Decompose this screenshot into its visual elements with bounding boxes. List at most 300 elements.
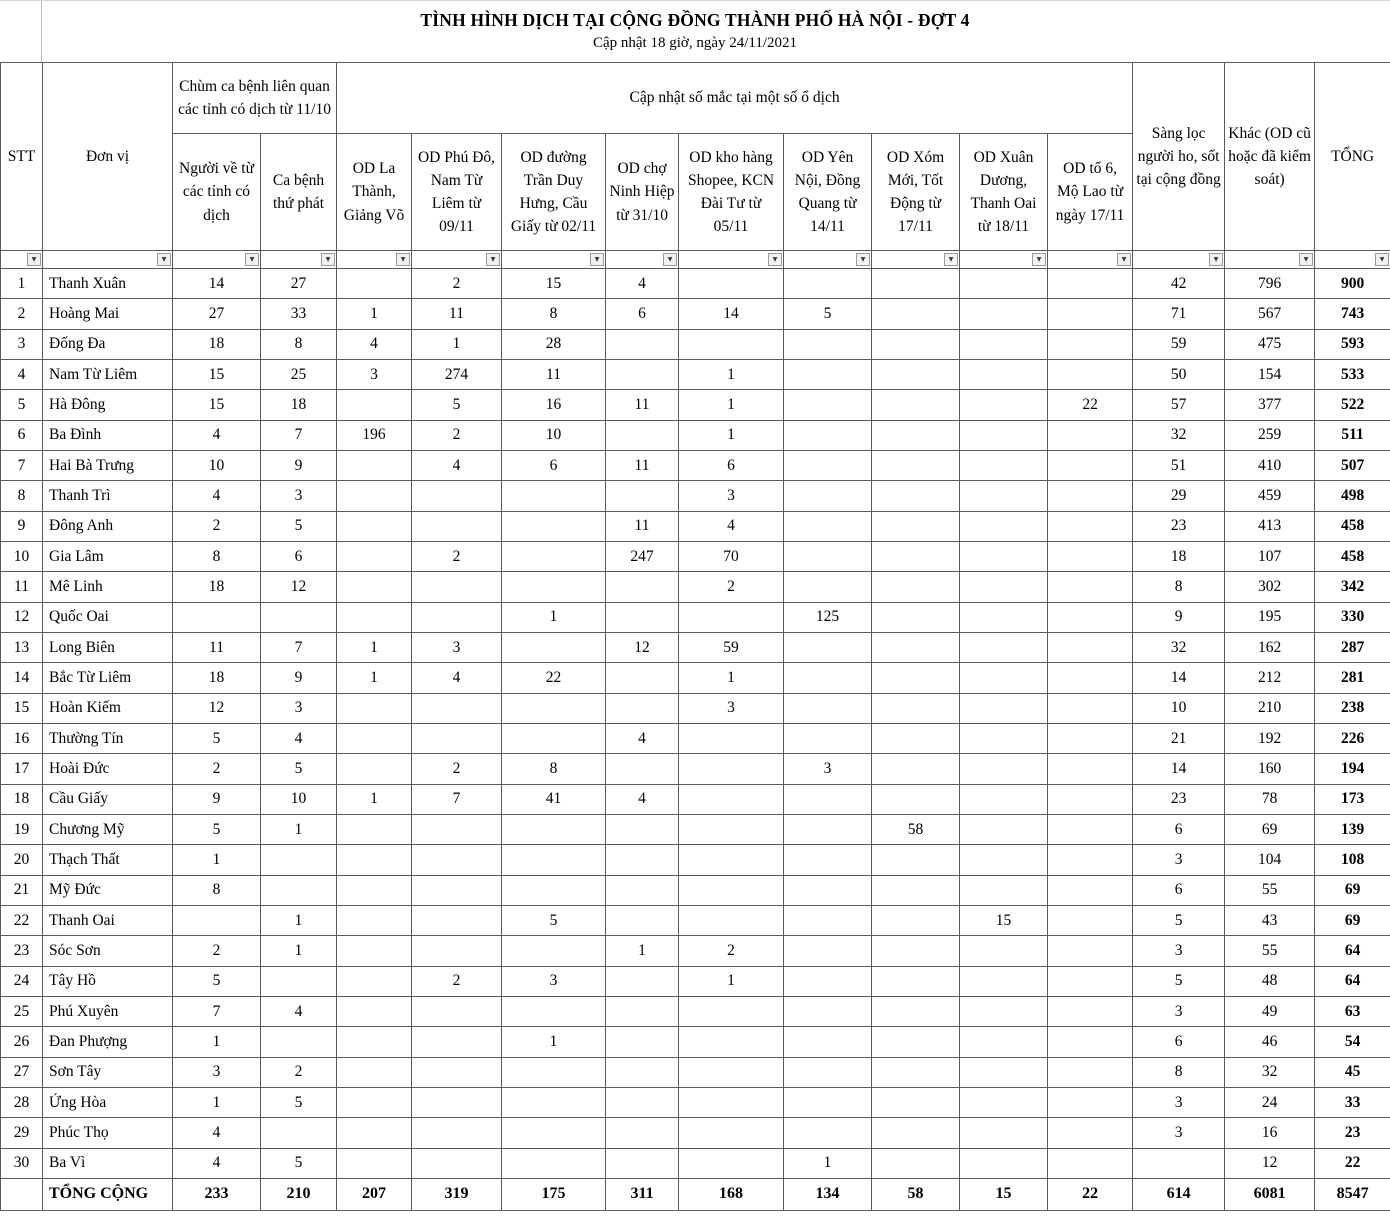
cell-od-phu-do[interactable]: 2 bbox=[412, 269, 502, 299]
cell-od-xuan-duong[interactable] bbox=[960, 1148, 1048, 1178]
cell-od-xuan-duong[interactable] bbox=[960, 481, 1048, 511]
cell-nguoi-ve[interactable]: 5 bbox=[173, 723, 261, 753]
cell-nguoi-ve[interactable]: 11 bbox=[173, 632, 261, 662]
cell-od-phu-do[interactable]: 7 bbox=[412, 784, 502, 814]
cell-stt[interactable]: 20 bbox=[1, 845, 43, 875]
cell-stt[interactable]: 23 bbox=[1, 936, 43, 966]
cell-district-name[interactable]: Ba Vì bbox=[43, 1148, 173, 1178]
cell-od-tran-duy-hung[interactable]: 1 bbox=[502, 1027, 606, 1057]
cell-od-tran-duy-hung[interactable] bbox=[502, 875, 606, 905]
cell-od-cho-ninh-hiep[interactable] bbox=[606, 1118, 679, 1148]
cell-district-name[interactable]: Phúc Thọ bbox=[43, 1118, 173, 1148]
cell-tong[interactable]: 458 bbox=[1315, 541, 1390, 571]
cell-od-cho-ninh-hiep[interactable] bbox=[606, 875, 679, 905]
cell-od-kho-hang-shopee[interactable]: 2 bbox=[679, 936, 784, 966]
cell-od-xuan-duong[interactable] bbox=[960, 420, 1048, 450]
cell-od-cho-ninh-hiep[interactable]: 11 bbox=[606, 450, 679, 480]
cell-od-to-6-mo-lao[interactable] bbox=[1048, 511, 1133, 541]
cell-sang-loc[interactable]: 42 bbox=[1133, 269, 1225, 299]
cell-od-xuan-duong[interactable] bbox=[960, 632, 1048, 662]
total-cell-od-kho-hang-shopee[interactable]: 168 bbox=[679, 1178, 784, 1210]
cell-od-xuan-duong[interactable] bbox=[960, 1057, 1048, 1087]
cell-district-name[interactable]: Thanh Xuân bbox=[43, 269, 173, 299]
cell-sang-loc[interactable]: 3 bbox=[1133, 845, 1225, 875]
cell-od-cho-ninh-hiep[interactable] bbox=[606, 693, 679, 723]
cell-sang-loc[interactable]: 3 bbox=[1133, 1087, 1225, 1117]
cell-od-xuan-duong[interactable] bbox=[960, 450, 1048, 480]
cell-od-la-thanh[interactable] bbox=[337, 723, 412, 753]
cell-ca-benh-thu-phat[interactable]: 4 bbox=[261, 996, 337, 1026]
total-cell-od-yen-noi[interactable]: 134 bbox=[784, 1178, 872, 1210]
cell-od-la-thanh[interactable] bbox=[337, 1087, 412, 1117]
cell-sang-loc[interactable]: 6 bbox=[1133, 814, 1225, 844]
cell-sang-loc[interactable]: 14 bbox=[1133, 754, 1225, 784]
total-cell-od-to-6-mo-lao[interactable]: 22 bbox=[1048, 1178, 1133, 1210]
cell-od-kho-hang-shopee[interactable] bbox=[679, 269, 784, 299]
cell-od-to-6-mo-lao[interactable] bbox=[1048, 905, 1133, 935]
cell-ca-benh-thu-phat[interactable]: 7 bbox=[261, 420, 337, 450]
cell-tong[interactable]: 54 bbox=[1315, 1027, 1390, 1057]
cell-district-name[interactable]: Hà Đông bbox=[43, 390, 173, 420]
cell-od-la-thanh[interactable] bbox=[337, 966, 412, 996]
cell-khac[interactable]: 12 bbox=[1225, 1148, 1315, 1178]
cell-od-tran-duy-hung[interactable] bbox=[502, 693, 606, 723]
cell-od-kho-hang-shopee[interactable] bbox=[679, 723, 784, 753]
cell-od-phu-do[interactable] bbox=[412, 936, 502, 966]
cell-od-la-thanh[interactable] bbox=[337, 1057, 412, 1087]
cell-od-xuan-duong[interactable] bbox=[960, 693, 1048, 723]
cell-od-phu-do[interactable] bbox=[412, 814, 502, 844]
cell-stt[interactable]: 13 bbox=[1, 632, 43, 662]
cell-nguoi-ve[interactable]: 10 bbox=[173, 450, 261, 480]
cell-nguoi-ve[interactable]: 2 bbox=[173, 511, 261, 541]
cell-od-tran-duy-hung[interactable] bbox=[502, 572, 606, 602]
filter-button-od-to-6-mo-lao[interactable] bbox=[1117, 253, 1131, 266]
cell-nguoi-ve[interactable]: 8 bbox=[173, 875, 261, 905]
total-cell-nguoi-ve[interactable]: 233 bbox=[173, 1178, 261, 1210]
cell-od-yen-noi[interactable]: 1 bbox=[784, 1148, 872, 1178]
cell-stt[interactable]: 12 bbox=[1, 602, 43, 632]
cell-ca-benh-thu-phat[interactable]: 1 bbox=[261, 814, 337, 844]
cell-od-cho-ninh-hiep[interactable] bbox=[606, 996, 679, 1026]
cell-ca-benh-thu-phat[interactable]: 9 bbox=[261, 450, 337, 480]
cell-sang-loc[interactable]: 59 bbox=[1133, 329, 1225, 359]
cell-od-yen-noi[interactable] bbox=[784, 966, 872, 996]
cell-stt[interactable]: 7 bbox=[1, 450, 43, 480]
cell-stt[interactable]: 8 bbox=[1, 481, 43, 511]
total-cell-od-xom-moi[interactable]: 58 bbox=[872, 1178, 960, 1210]
cell-khac[interactable]: 302 bbox=[1225, 572, 1315, 602]
cell-od-xom-moi[interactable] bbox=[872, 784, 960, 814]
cell-stt[interactable]: 17 bbox=[1, 754, 43, 784]
cell-od-kho-hang-shopee[interactable] bbox=[679, 875, 784, 905]
cell-od-la-thanh[interactable] bbox=[337, 1118, 412, 1148]
cell-od-yen-noi[interactable]: 5 bbox=[784, 299, 872, 329]
cell-od-to-6-mo-lao[interactable] bbox=[1048, 572, 1133, 602]
cell-tong[interactable]: 498 bbox=[1315, 481, 1390, 511]
filter-button-od-kho-hang-shopee[interactable] bbox=[768, 253, 782, 266]
cell-od-yen-noi[interactable] bbox=[784, 996, 872, 1026]
cell-od-yen-noi[interactable] bbox=[784, 632, 872, 662]
cell-od-kho-hang-shopee[interactable] bbox=[679, 602, 784, 632]
cell-stt[interactable]: 4 bbox=[1, 359, 43, 389]
cell-od-xuan-duong[interactable] bbox=[960, 996, 1048, 1026]
cell-nguoi-ve[interactable]: 15 bbox=[173, 390, 261, 420]
cell-od-xuan-duong[interactable] bbox=[960, 1027, 1048, 1057]
cell-ca-benh-thu-phat[interactable]: 25 bbox=[261, 359, 337, 389]
cell-district-name[interactable]: Long Biên bbox=[43, 632, 173, 662]
cell-od-tran-duy-hung[interactable] bbox=[502, 1087, 606, 1117]
total-cell-stt[interactable] bbox=[1, 1178, 43, 1210]
cell-od-cho-ninh-hiep[interactable] bbox=[606, 420, 679, 450]
cell-od-xom-moi[interactable] bbox=[872, 1148, 960, 1178]
cell-district-name[interactable]: Bắc Từ Liêm bbox=[43, 663, 173, 693]
cell-khac[interactable]: 192 bbox=[1225, 723, 1315, 753]
cell-nguoi-ve[interactable]: 3 bbox=[173, 1057, 261, 1087]
cell-district-name[interactable]: Thanh Oai bbox=[43, 905, 173, 935]
cell-sang-loc[interactable]: 23 bbox=[1133, 784, 1225, 814]
cell-od-tran-duy-hung[interactable]: 16 bbox=[502, 390, 606, 420]
cell-ca-benh-thu-phat[interactable] bbox=[261, 845, 337, 875]
cell-od-to-6-mo-lao[interactable] bbox=[1048, 1087, 1133, 1117]
cell-od-phu-do[interactable] bbox=[412, 875, 502, 905]
cell-od-cho-ninh-hiep[interactable] bbox=[606, 1087, 679, 1117]
cell-od-la-thanh[interactable] bbox=[337, 269, 412, 299]
cell-nguoi-ve[interactable]: 12 bbox=[173, 693, 261, 723]
cell-district-name[interactable]: Đống Đa bbox=[43, 329, 173, 359]
cell-od-to-6-mo-lao[interactable] bbox=[1048, 966, 1133, 996]
cell-tong[interactable]: 238 bbox=[1315, 693, 1390, 723]
cell-khac[interactable]: 69 bbox=[1225, 814, 1315, 844]
cell-od-xom-moi[interactable] bbox=[872, 936, 960, 966]
cell-stt[interactable]: 27 bbox=[1, 1057, 43, 1087]
cell-od-cho-ninh-hiep[interactable]: 4 bbox=[606, 269, 679, 299]
cell-od-kho-hang-shopee[interactable] bbox=[679, 784, 784, 814]
cell-ca-benh-thu-phat[interactable]: 6 bbox=[261, 541, 337, 571]
cell-khac[interactable]: 24 bbox=[1225, 1087, 1315, 1117]
cell-tong[interactable]: 23 bbox=[1315, 1118, 1390, 1148]
cell-od-cho-ninh-hiep[interactable] bbox=[606, 754, 679, 784]
cell-tong[interactable]: 22 bbox=[1315, 1148, 1390, 1178]
cell-od-xom-moi[interactable] bbox=[872, 845, 960, 875]
cell-od-xuan-duong[interactable] bbox=[960, 754, 1048, 784]
cell-od-to-6-mo-lao[interactable] bbox=[1048, 602, 1133, 632]
cell-od-la-thanh[interactable] bbox=[337, 996, 412, 1026]
cell-od-to-6-mo-lao[interactable] bbox=[1048, 481, 1133, 511]
cell-od-xuan-duong[interactable] bbox=[960, 784, 1048, 814]
cell-od-xuan-duong[interactable] bbox=[960, 723, 1048, 753]
cell-od-phu-do[interactable]: 4 bbox=[412, 450, 502, 480]
cell-sang-loc[interactable]: 5 bbox=[1133, 966, 1225, 996]
cell-khac[interactable]: 160 bbox=[1225, 754, 1315, 784]
cell-ca-benh-thu-phat[interactable]: 3 bbox=[261, 481, 337, 511]
cell-district-name[interactable]: Ứng Hòa bbox=[43, 1087, 173, 1117]
cell-od-to-6-mo-lao[interactable]: 22 bbox=[1048, 390, 1133, 420]
cell-od-cho-ninh-hiep[interactable] bbox=[606, 481, 679, 511]
cell-od-xuan-duong[interactable] bbox=[960, 359, 1048, 389]
cell-od-cho-ninh-hiep[interactable] bbox=[606, 1148, 679, 1178]
cell-stt[interactable]: 18 bbox=[1, 784, 43, 814]
filter-button-od-tran-duy-hung[interactable] bbox=[590, 253, 604, 266]
cell-od-tran-duy-hung[interactable] bbox=[502, 1148, 606, 1178]
cell-od-xuan-duong[interactable] bbox=[960, 572, 1048, 602]
cell-khac[interactable]: 48 bbox=[1225, 966, 1315, 996]
cell-od-tran-duy-hung[interactable] bbox=[502, 632, 606, 662]
cell-od-yen-noi[interactable] bbox=[784, 784, 872, 814]
cell-od-xuan-duong[interactable] bbox=[960, 663, 1048, 693]
cell-od-cho-ninh-hiep[interactable]: 247 bbox=[606, 541, 679, 571]
cell-od-xom-moi[interactable] bbox=[872, 905, 960, 935]
cell-od-yen-noi[interactable] bbox=[784, 845, 872, 875]
filter-button-od-cho-ninh-hiep[interactable] bbox=[663, 253, 677, 266]
cell-od-la-thanh[interactable] bbox=[337, 450, 412, 480]
cell-od-phu-do[interactable] bbox=[412, 723, 502, 753]
cell-od-to-6-mo-lao[interactable] bbox=[1048, 1057, 1133, 1087]
cell-khac[interactable]: 154 bbox=[1225, 359, 1315, 389]
total-row-label[interactable]: TỔNG CỘNG bbox=[43, 1178, 173, 1210]
cell-nguoi-ve[interactable]: 5 bbox=[173, 814, 261, 844]
cell-od-cho-ninh-hiep[interactable] bbox=[606, 359, 679, 389]
cell-od-xuan-duong[interactable]: 15 bbox=[960, 905, 1048, 935]
cell-od-kho-hang-shopee[interactable]: 4 bbox=[679, 511, 784, 541]
cell-tong[interactable]: 64 bbox=[1315, 936, 1390, 966]
cell-ca-benh-thu-phat[interactable] bbox=[261, 875, 337, 905]
filter-button-don-vi[interactable] bbox=[157, 253, 171, 266]
cell-od-xuan-duong[interactable] bbox=[960, 814, 1048, 844]
cell-od-phu-do[interactable] bbox=[412, 511, 502, 541]
cell-od-la-thanh[interactable] bbox=[337, 905, 412, 935]
cell-od-tran-duy-hung[interactable]: 22 bbox=[502, 663, 606, 693]
cell-tong[interactable]: 108 bbox=[1315, 845, 1390, 875]
cell-sang-loc[interactable]: 14 bbox=[1133, 663, 1225, 693]
cell-od-phu-do[interactable] bbox=[412, 1118, 502, 1148]
cell-od-kho-hang-shopee[interactable] bbox=[679, 905, 784, 935]
cell-nguoi-ve[interactable] bbox=[173, 602, 261, 632]
cell-od-tran-duy-hung[interactable] bbox=[502, 511, 606, 541]
cell-tong[interactable]: 281 bbox=[1315, 663, 1390, 693]
cell-od-kho-hang-shopee[interactable] bbox=[679, 1118, 784, 1148]
cell-od-cho-ninh-hiep[interactable] bbox=[606, 1027, 679, 1057]
cell-stt[interactable]: 28 bbox=[1, 1087, 43, 1117]
cell-od-xuan-duong[interactable] bbox=[960, 269, 1048, 299]
cell-od-yen-noi[interactable] bbox=[784, 875, 872, 905]
cell-od-la-thanh[interactable] bbox=[337, 845, 412, 875]
cell-od-xom-moi[interactable]: 58 bbox=[872, 814, 960, 844]
cell-nguoi-ve[interactable]: 27 bbox=[173, 299, 261, 329]
cell-khac[interactable]: 55 bbox=[1225, 936, 1315, 966]
cell-od-tran-duy-hung[interactable]: 3 bbox=[502, 966, 606, 996]
cell-stt[interactable]: 9 bbox=[1, 511, 43, 541]
cell-od-cho-ninh-hiep[interactable]: 12 bbox=[606, 632, 679, 662]
cell-nguoi-ve[interactable] bbox=[173, 905, 261, 935]
cell-od-kho-hang-shopee[interactable] bbox=[679, 1087, 784, 1117]
cell-od-phu-do[interactable]: 1 bbox=[412, 329, 502, 359]
cell-od-xom-moi[interactable] bbox=[872, 572, 960, 602]
cell-khac[interactable]: 259 bbox=[1225, 420, 1315, 450]
cell-sang-loc[interactable]: 6 bbox=[1133, 875, 1225, 905]
cell-od-xuan-duong[interactable] bbox=[960, 845, 1048, 875]
cell-od-to-6-mo-lao[interactable] bbox=[1048, 875, 1133, 905]
cell-khac[interactable]: 459 bbox=[1225, 481, 1315, 511]
cell-district-name[interactable]: Quốc Oai bbox=[43, 602, 173, 632]
cell-od-cho-ninh-hiep[interactable] bbox=[606, 602, 679, 632]
cell-od-xom-moi[interactable] bbox=[872, 996, 960, 1026]
cell-od-xom-moi[interactable] bbox=[872, 1057, 960, 1087]
cell-ca-benh-thu-phat[interactable]: 27 bbox=[261, 269, 337, 299]
cell-od-tran-duy-hung[interactable]: 8 bbox=[502, 754, 606, 784]
cell-nguoi-ve[interactable]: 4 bbox=[173, 420, 261, 450]
cell-ca-benh-thu-phat[interactable]: 5 bbox=[261, 754, 337, 784]
cell-od-yen-noi[interactable] bbox=[784, 390, 872, 420]
cell-od-tran-duy-hung[interactable] bbox=[502, 1057, 606, 1087]
cell-sang-loc[interactable]: 3 bbox=[1133, 1118, 1225, 1148]
cell-od-kho-hang-shopee[interactable] bbox=[679, 996, 784, 1026]
cell-od-cho-ninh-hiep[interactable] bbox=[606, 329, 679, 359]
cell-sang-loc[interactable]: 9 bbox=[1133, 602, 1225, 632]
cell-od-phu-do[interactable]: 3 bbox=[412, 632, 502, 662]
cell-od-phu-do[interactable] bbox=[412, 1087, 502, 1117]
cell-sang-loc[interactable]: 18 bbox=[1133, 541, 1225, 571]
cell-od-to-6-mo-lao[interactable] bbox=[1048, 814, 1133, 844]
cell-sang-loc[interactable]: 23 bbox=[1133, 511, 1225, 541]
total-cell-od-cho-ninh-hiep[interactable]: 311 bbox=[606, 1178, 679, 1210]
cell-od-to-6-mo-lao[interactable] bbox=[1048, 693, 1133, 723]
cell-stt[interactable]: 14 bbox=[1, 663, 43, 693]
cell-od-phu-do[interactable] bbox=[412, 845, 502, 875]
cell-sang-loc[interactable]: 5 bbox=[1133, 905, 1225, 935]
cell-od-to-6-mo-lao[interactable] bbox=[1048, 299, 1133, 329]
filter-button-od-yen-noi[interactable] bbox=[856, 253, 870, 266]
cell-khac[interactable]: 49 bbox=[1225, 996, 1315, 1026]
cell-ca-benh-thu-phat[interactable]: 5 bbox=[261, 1148, 337, 1178]
cell-od-cho-ninh-hiep[interactable] bbox=[606, 905, 679, 935]
cell-od-xom-moi[interactable] bbox=[872, 1027, 960, 1057]
cell-ca-benh-thu-phat[interactable]: 3 bbox=[261, 693, 337, 723]
cell-od-tran-duy-hung[interactable]: 5 bbox=[502, 905, 606, 935]
cell-district-name[interactable]: Nam Từ Liêm bbox=[43, 359, 173, 389]
cell-od-tran-duy-hung[interactable]: 15 bbox=[502, 269, 606, 299]
cell-ca-benh-thu-phat[interactable]: 1 bbox=[261, 936, 337, 966]
cell-od-cho-ninh-hiep[interactable] bbox=[606, 845, 679, 875]
cell-od-la-thanh[interactable]: 196 bbox=[337, 420, 412, 450]
cell-od-cho-ninh-hiep[interactable]: 4 bbox=[606, 723, 679, 753]
cell-od-cho-ninh-hiep[interactable]: 1 bbox=[606, 936, 679, 966]
cell-sang-loc[interactable]: 29 bbox=[1133, 481, 1225, 511]
cell-tong[interactable]: 139 bbox=[1315, 814, 1390, 844]
cell-od-xom-moi[interactable] bbox=[872, 359, 960, 389]
cell-od-to-6-mo-lao[interactable] bbox=[1048, 269, 1133, 299]
cell-od-yen-noi[interactable] bbox=[784, 663, 872, 693]
cell-khac[interactable]: 195 bbox=[1225, 602, 1315, 632]
cell-od-yen-noi[interactable] bbox=[784, 572, 872, 602]
cell-ca-benh-thu-phat[interactable]: 5 bbox=[261, 1087, 337, 1117]
cell-od-to-6-mo-lao[interactable] bbox=[1048, 754, 1133, 784]
cell-od-xom-moi[interactable] bbox=[872, 966, 960, 996]
total-cell-od-la-thanh[interactable]: 207 bbox=[337, 1178, 412, 1210]
cell-od-yen-noi[interactable] bbox=[784, 481, 872, 511]
cell-khac[interactable]: 32 bbox=[1225, 1057, 1315, 1087]
cell-khac[interactable]: 567 bbox=[1225, 299, 1315, 329]
cell-od-xuan-duong[interactable] bbox=[960, 936, 1048, 966]
cell-od-yen-noi[interactable] bbox=[784, 1118, 872, 1148]
cell-khac[interactable]: 377 bbox=[1225, 390, 1315, 420]
cell-khac[interactable]: 104 bbox=[1225, 845, 1315, 875]
cell-sang-loc[interactable]: 57 bbox=[1133, 390, 1225, 420]
cell-od-xuan-duong[interactable] bbox=[960, 329, 1048, 359]
cell-od-kho-hang-shopee[interactable] bbox=[679, 845, 784, 875]
cell-od-to-6-mo-lao[interactable] bbox=[1048, 450, 1133, 480]
cell-od-cho-ninh-hiep[interactable] bbox=[606, 814, 679, 844]
cell-district-name[interactable]: Hoàn Kiếm bbox=[43, 693, 173, 723]
cell-od-yen-noi[interactable] bbox=[784, 450, 872, 480]
cell-od-xom-moi[interactable] bbox=[872, 875, 960, 905]
cell-od-cho-ninh-hiep[interactable]: 6 bbox=[606, 299, 679, 329]
cell-od-xom-moi[interactable] bbox=[872, 1118, 960, 1148]
filter-button-od-phu-do[interactable] bbox=[486, 253, 500, 266]
cell-sang-loc[interactable]: 32 bbox=[1133, 420, 1225, 450]
cell-od-xom-moi[interactable] bbox=[872, 663, 960, 693]
cell-od-kho-hang-shopee[interactable]: 70 bbox=[679, 541, 784, 571]
cell-od-cho-ninh-hiep[interactable] bbox=[606, 663, 679, 693]
cell-od-la-thanh[interactable]: 1 bbox=[337, 663, 412, 693]
cell-od-tran-duy-hung[interactable] bbox=[502, 996, 606, 1026]
cell-od-la-thanh[interactable]: 3 bbox=[337, 359, 412, 389]
cell-od-tran-duy-hung[interactable] bbox=[502, 845, 606, 875]
cell-sang-loc[interactable]: 21 bbox=[1133, 723, 1225, 753]
cell-stt[interactable]: 2 bbox=[1, 299, 43, 329]
cell-od-la-thanh[interactable] bbox=[337, 572, 412, 602]
cell-od-tran-duy-hung[interactable]: 41 bbox=[502, 784, 606, 814]
cell-od-tran-duy-hung[interactable] bbox=[502, 481, 606, 511]
cell-od-la-thanh[interactable] bbox=[337, 481, 412, 511]
cell-od-tran-duy-hung[interactable] bbox=[502, 1118, 606, 1148]
cell-od-phu-do[interactable]: 5 bbox=[412, 390, 502, 420]
cell-nguoi-ve[interactable]: 2 bbox=[173, 936, 261, 966]
cell-district-name[interactable]: Cầu Giấy bbox=[43, 784, 173, 814]
cell-tong[interactable]: 226 bbox=[1315, 723, 1390, 753]
cell-tong[interactable]: 69 bbox=[1315, 905, 1390, 935]
cell-od-yen-noi[interactable] bbox=[784, 329, 872, 359]
cell-district-name[interactable]: Mỹ Đức bbox=[43, 875, 173, 905]
filter-button-sang-loc[interactable] bbox=[1209, 253, 1223, 266]
cell-khac[interactable]: 410 bbox=[1225, 450, 1315, 480]
cell-od-la-thanh[interactable]: 1 bbox=[337, 784, 412, 814]
cell-stt[interactable]: 29 bbox=[1, 1118, 43, 1148]
cell-od-la-thanh[interactable] bbox=[337, 814, 412, 844]
cell-nguoi-ve[interactable]: 9 bbox=[173, 784, 261, 814]
cell-od-to-6-mo-lao[interactable] bbox=[1048, 1118, 1133, 1148]
cell-od-xom-moi[interactable] bbox=[872, 602, 960, 632]
cell-od-cho-ninh-hiep[interactable] bbox=[606, 966, 679, 996]
cell-ca-benh-thu-phat[interactable]: 7 bbox=[261, 632, 337, 662]
cell-od-kho-hang-shopee[interactable] bbox=[679, 1027, 784, 1057]
cell-nguoi-ve[interactable]: 1 bbox=[173, 1087, 261, 1117]
cell-od-phu-do[interactable] bbox=[412, 693, 502, 723]
cell-od-phu-do[interactable]: 2 bbox=[412, 420, 502, 450]
cell-od-phu-do[interactable]: 11 bbox=[412, 299, 502, 329]
cell-od-xom-moi[interactable] bbox=[872, 632, 960, 662]
cell-stt[interactable]: 24 bbox=[1, 966, 43, 996]
cell-nguoi-ve[interactable]: 1 bbox=[173, 1027, 261, 1057]
cell-district-name[interactable]: Thường Tín bbox=[43, 723, 173, 753]
cell-od-xom-moi[interactable] bbox=[872, 420, 960, 450]
cell-tong[interactable]: 342 bbox=[1315, 572, 1390, 602]
total-cell-od-tran-duy-hung[interactable]: 175 bbox=[502, 1178, 606, 1210]
cell-tong[interactable]: 33 bbox=[1315, 1087, 1390, 1117]
cell-od-phu-do[interactable] bbox=[412, 1057, 502, 1087]
cell-od-xom-moi[interactable] bbox=[872, 693, 960, 723]
cell-od-xom-moi[interactable] bbox=[872, 481, 960, 511]
